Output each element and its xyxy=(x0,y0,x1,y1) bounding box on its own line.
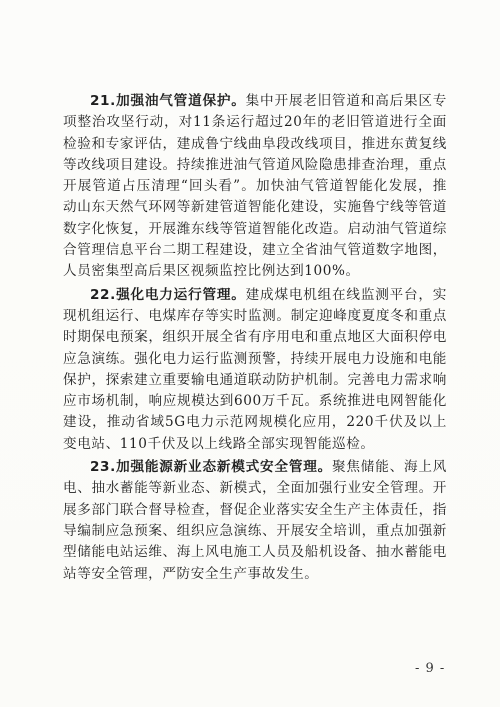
paragraph-text: 建成煤电机组在线监测平台，实现机组运行、电煤库存等实时监测。制定迎峰度夏度冬和重点时期保电预案，组织开展全省有序用电和重点地区大面积停电应急演练。强化电力运行监测预警，持续开展电力设施和电能保护，探索建立重要输电通道联动防护机制。完善电力需求响应市场机制，响应规模达到600万千瓦。系统推进电网智能化建设，推动省域5G电力示范网规模化应用，220千伏及以上变电站、110千伏及以上线路全部实现智能巡检。 xyxy=(63,286,447,452)
paragraph-text: 集中开展老旧管道和高后果区专项整治攻坚行动，对11条运行超过20年的老旧管道进行全面检验和专家评估，建成鲁宁线曲阜段改线项目，推进东黄复线等改线项目建设。持续推进油气管道风险隐患排查治理，重点开展管道占压清理“回头看”。加快油气管道智能化发展，推动山东天然气环网等新建管道智能化建设，实施鲁宁线等管道数字化恢复，开展潍东线等管道智能化改造。启动油气管道综合管理信息平台二期工程建设，建立全省油气管道数字地图，人员密集型高后果区视频监控比例达到100%。 xyxy=(63,93,447,280)
paragraph-new-energy-safety xyxy=(63,457,447,585)
document-body xyxy=(63,91,447,587)
paragraph-heading: 21.加强油气管道保护。 xyxy=(90,93,246,109)
paragraph-text: 聚焦储能、海上风电、抽水蓄能等新业态、新模式，全面加强行业安全管理。开展多部门联合督导检查，督促企业落实安全生产主体责任，指导编制应急预案、组织应急演练、开展安全培训，重点加强新型储能电站运维、海上风电施工人员及船机设备、抽水蓄能电站等安全管理，严防安全生产事故发生。 xyxy=(63,459,447,582)
paragraph-power-operation xyxy=(63,285,447,455)
paragraph-heading: 22.强化电力运行管理。 xyxy=(90,286,246,303)
page-number: - 9 - xyxy=(415,661,446,676)
paragraph-oil-gas-pipeline xyxy=(63,91,447,283)
paragraph-heading: 23.加强能源新业态新模式安全管理。 xyxy=(90,459,333,476)
